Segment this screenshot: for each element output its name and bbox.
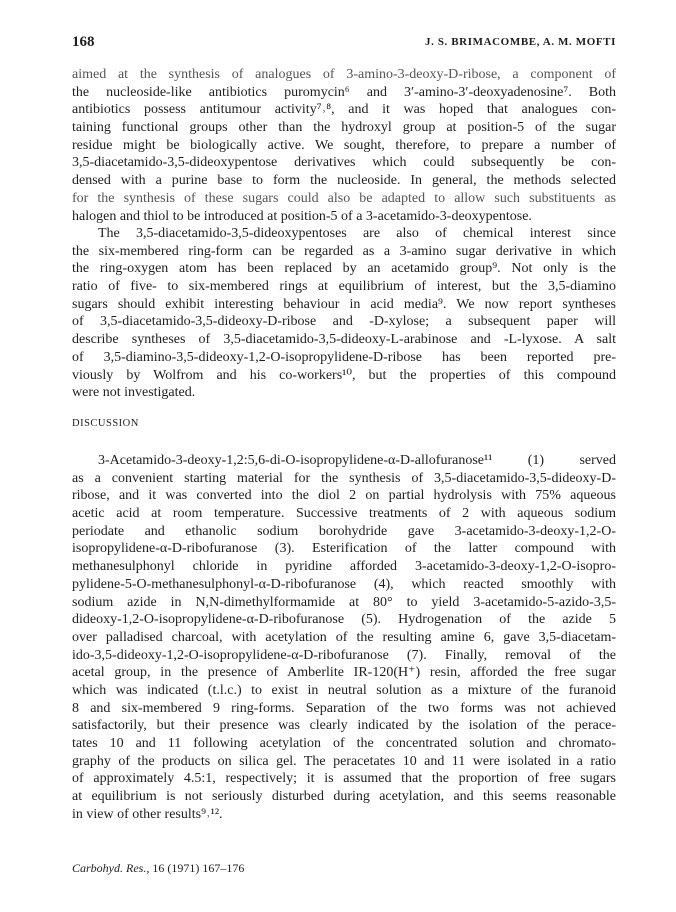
paragraph-3 <box>72 452 616 823</box>
text-line: isopropylidene-α-D-ribofuranose (3). Esterification of the latter compound with <box>72 541 616 557</box>
paragraph-2 <box>72 225 616 402</box>
text-line: tates 10 and 11 following acetylation of the concentrated solution and chromato- <box>72 736 616 751</box>
text-line: satisfactorily, but their presence was clearly indicated by the isolation of the perace- <box>72 718 616 734</box>
text-line: 3-Acetamido-3-deoxy-1,2:5,6-di-O-isopropylidene-α-D-allofuranose¹¹ (1) served <box>98 453 616 468</box>
paragraph-1 <box>72 66 616 225</box>
text-line: aimed at the synthesis of analogues of 3-amino-3-deoxy-D-ribose, a component of <box>72 67 616 82</box>
text-line: halogen and thiol to be introduced at position-5 of a 3-acetamido-3-deoxypentose. <box>72 208 532 224</box>
journal-volume: 16 (1971) 167–176 <box>152 861 245 875</box>
text-line: periodate and ethanolic sodium borohydride gave 3-acetamido-3-deoxy-1,2-O- <box>72 523 616 539</box>
text-line: viously by Wolfrom and his co-workers¹⁰, but the properties of this compound <box>72 367 616 383</box>
text-line: over palladised charcoal, with acetylation of the resulting amine 6, gave 3,5-diacetam- <box>72 629 616 645</box>
text-line: as a convenient starting material for the synthesis of 3,5-diacetamido-3,5-dideoxy-D- <box>72 470 616 486</box>
text-line: taining functional groups other than the hydroxyl group at position-5 of the sugar <box>72 120 616 136</box>
text-line: dideoxy-1,2-O-isopropylidene-α-D-ribofuranose (5). Hydrogenation of the azide 5 <box>72 612 616 628</box>
text-line: of approximately 4.5:1, respectively; it is assumed that the proportion of free sugars <box>72 771 616 787</box>
text-line: densed with a purine base to form the nucleoside. In general, the methods selected <box>72 173 616 189</box>
text-line: antibiotics possess antitumour activity⁷˒⁸, and it was hoped that analogues con- <box>72 102 616 118</box>
text-line: graphy of the products on silica gel. The peracetates 10 and 11 were isolated in a ratio <box>72 753 616 769</box>
text-line: pylidene-5-O-methanesulphonyl-α-D-ribofuranose (4), which reacted smoothly with <box>72 576 616 592</box>
text-line: the nucleoside-like antibiotics puromycin⁶ and 3′-amino-3′-deoxyadenosine⁷. Both <box>72 84 616 100</box>
text-line: 3,5-diacetamido-3,5-dideoxypentose derivatives which could subsequently be con- <box>72 155 616 171</box>
text-line: acetic acid at room temperature. Successive treatments of 2 with aqueous sodium <box>72 506 616 522</box>
text-line: acetal group, in the presence of Amberlite IR-120(H⁺) resin, afforded the free sugar <box>72 665 616 681</box>
text-line: The 3,5-diacetamido-3,5-dideoxypentoses are also of chemical interest since <box>98 226 616 241</box>
text-line: for the synthesis of these sugars could also be adapted to allow such substituents as <box>72 190 616 206</box>
text-line: of 3,5-diacetamido-3,5-dideoxy-D-ribose and -D-xylose; a subsequent paper will <box>72 314 616 330</box>
text-line: ratio of five- to six-membered rings at equilibrium of interest, but the 3,5-diamino <box>72 279 616 295</box>
text-line: ribose, and it was converted into the diol 2 on partial hydrolysis with 75% aqueous <box>72 488 616 504</box>
text-line: of 3,5-diamino-3,5-dideoxy-1,2-O-isopropylidene-D-ribose has been reported pre- <box>72 349 616 365</box>
text-line: which was indicated (t.l.c.) to exist in neutral solution as a mixture of the furanoid <box>72 682 616 698</box>
text-line: describe syntheses of 3,5-diacetamido-3,5-dideoxy-L-arabinose and -L-lyxose. A salt <box>72 332 616 348</box>
journal-name: Carbohyd. Res., <box>72 861 150 875</box>
text-line: the six-membered ring-form can be regarded as a 3-amino sugar derivative in which <box>72 243 616 259</box>
text-line: ido-3,5-dideoxy-1,2-O-isopropylidene-α-D-ribofuranose (7). Finally, removal of the <box>72 647 616 663</box>
text-line: residue might be biologically active. We sought, therefore, to prepare a number of <box>72 137 616 153</box>
page-header <box>72 34 616 52</box>
text-line: the ring-oxygen atom has been replaced by an acetamido group⁹. Not only is the <box>72 261 616 277</box>
journal-citation <box>72 861 244 876</box>
text-line: at equilibrium is not seriously disturbed during acetylation, and this seems reasonable <box>72 789 616 805</box>
text-line: in view of other results⁹˒¹². <box>72 806 223 822</box>
page-number: 168 <box>72 34 95 50</box>
text-line: were not investigated. <box>72 385 196 401</box>
section-heading: DISCUSSION <box>72 418 139 429</box>
text-line: sugars should exhibit interesting behaviour in acid media⁹. We now report syntheses <box>72 296 616 312</box>
text-line: 8 and six-membered 9 ring-forms. Separation of the two forms was not achieved <box>72 700 616 716</box>
text-line: methanesulphonyl chloride in pyridine afforded 3-acetamido-3-deoxy-1,2-O-isopro- <box>72 559 616 575</box>
running-title: J. S. BRIMACOMBE, A. M. MOFTI <box>425 36 616 48</box>
text-line: sodium azide in N,N-dimethylformamide at 80° to yield 3-acetamido-5-azido-3,5- <box>72 594 616 610</box>
